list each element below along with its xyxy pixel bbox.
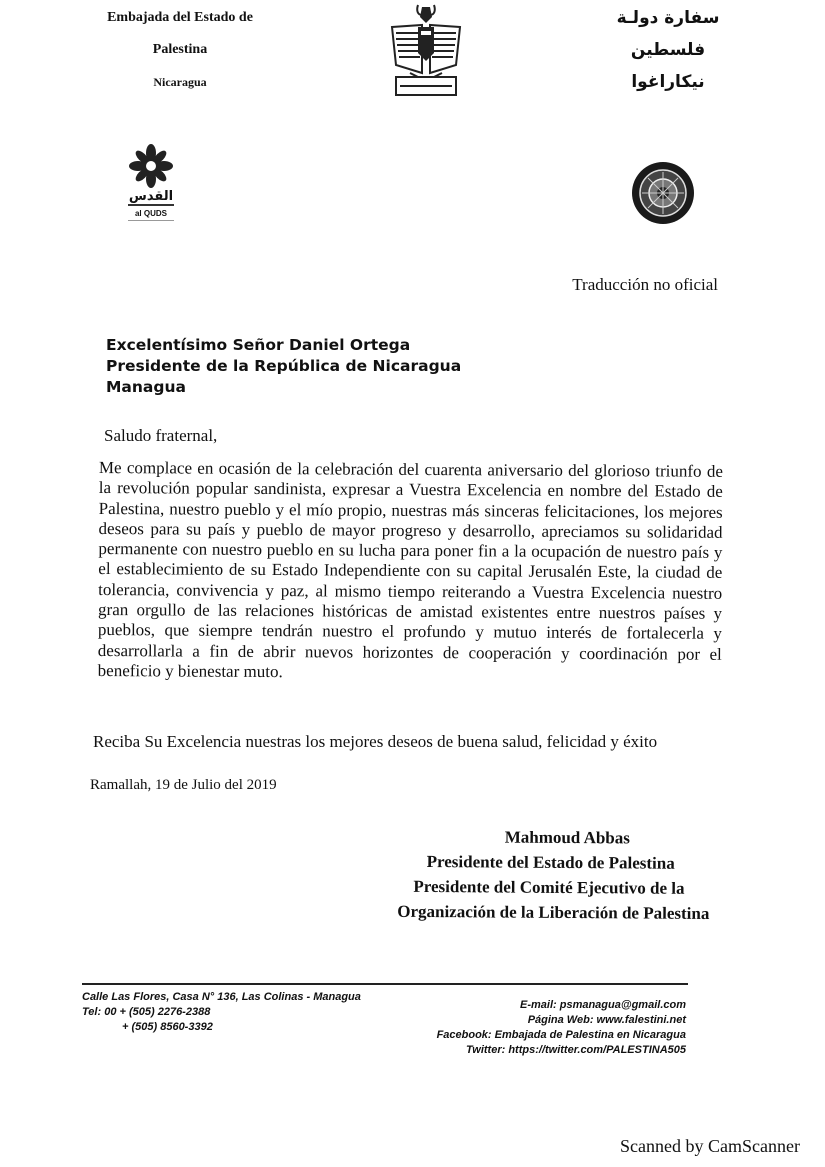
letterhead-right-line-2: فلسطين xyxy=(630,40,706,60)
translation-note: Traducción no oficial xyxy=(572,275,718,294)
letterhead-right xyxy=(598,2,738,98)
al-quds-flower-logo-icon xyxy=(120,142,182,228)
recipient-city: Managua xyxy=(106,378,186,396)
signatory-title-3: Organización de la Liberación de Palestina xyxy=(397,901,710,923)
palestine-eagle-emblem-icon xyxy=(388,3,464,99)
letterhead-left-line-2: Palestina xyxy=(152,42,208,57)
footer-address: Calle Las Flores, Casa N° 136, Las Colinas - Managua xyxy=(82,991,361,1003)
letter-date: Ramallah, 19 de Julio del 2019 xyxy=(90,777,277,793)
closing-line: Reciba Su Excelencia nuestras los mejores deseos de buena salud, felicidad y éxito xyxy=(93,732,658,751)
signatory-title-2: Presidente del Comité Ejecutivo de la xyxy=(413,876,685,898)
round-seal-icon xyxy=(630,160,696,226)
footer-email: E-mail: psmanagua@gmail.com xyxy=(520,999,686,1011)
letterhead-right-line-3: نيكاراغوا xyxy=(631,72,705,92)
signature-block xyxy=(339,823,710,926)
footer-right xyxy=(386,998,686,1058)
footer-tel-2: + (505) 8560-3392 xyxy=(122,1021,213,1033)
greeting: Saludo fraternal, xyxy=(104,426,218,445)
letterhead-left-line-3: Nicaragua xyxy=(153,75,207,89)
footer-twitter: Twitter: https://twitter.com/PALESTINA505 xyxy=(465,1044,686,1056)
letterhead-right-line-1: سفارة دولـة xyxy=(616,8,720,28)
signatory-name: Mahmoud Abbas xyxy=(504,827,630,848)
footer-tel-1: Tel: 00 + (505) 2276-2388 xyxy=(82,1006,211,1018)
recipient-name: Excelentísimo Señor Daniel Ortega xyxy=(106,336,411,354)
letterhead-left xyxy=(90,2,270,98)
letter-body: Me complace en ocasión de la celebración del cuarenta aniversario del glorioso triunfo de la revolución popular sandinista, expresar a Vuestra Excelencia en nombre del Estado de Palestina, nuestro pueblo y el mío propio, nuestras más sinceras felicitaciones, los mejores deseos para su país y pueblo de mayor progreso y desarrollo, apreciamos su solidaridad permanente con nuestro pueblo en su lucha para poner fin a la ocupación de nuestro país y el establecimiento de su Estado Independiente con su capital Jerusalén Este, la ciudad de tolerancia, convivencia y paz, al mismo tiempo reiterando a Vuestra Excelencia nuestro gran orgullo de las relaciones históricas de amistad existentes entre nuestros países y pueblos, que siempre tendrán nuestro el profundo y mutuo interés de fortalecerla y desarrollarla a fin de abrir nuevos horizontes de cooperación y coordinación por el beneficio y bienestar muto. xyxy=(97,458,723,682)
footer-facebook: Facebook: Embajada de Palestina en Nicaragua xyxy=(436,1029,686,1041)
footer-divider xyxy=(82,983,688,985)
logo-left-arabic: القدس xyxy=(128,189,174,204)
logo-left-latin: al QUDS xyxy=(134,209,168,218)
recipient-title: Presidente de la República de Nicaragua xyxy=(106,357,462,375)
scanner-watermark: Scanned by CamScanner xyxy=(620,1136,800,1156)
footer-left xyxy=(82,990,361,1035)
footer-web: Página Web: www.falestini.net xyxy=(527,1014,686,1026)
signatory-title-1: Presidente del Estado de Palestina xyxy=(426,852,675,873)
letterhead-left-line-1: Embajada del Estado de xyxy=(107,10,253,25)
recipient-block xyxy=(106,335,461,398)
